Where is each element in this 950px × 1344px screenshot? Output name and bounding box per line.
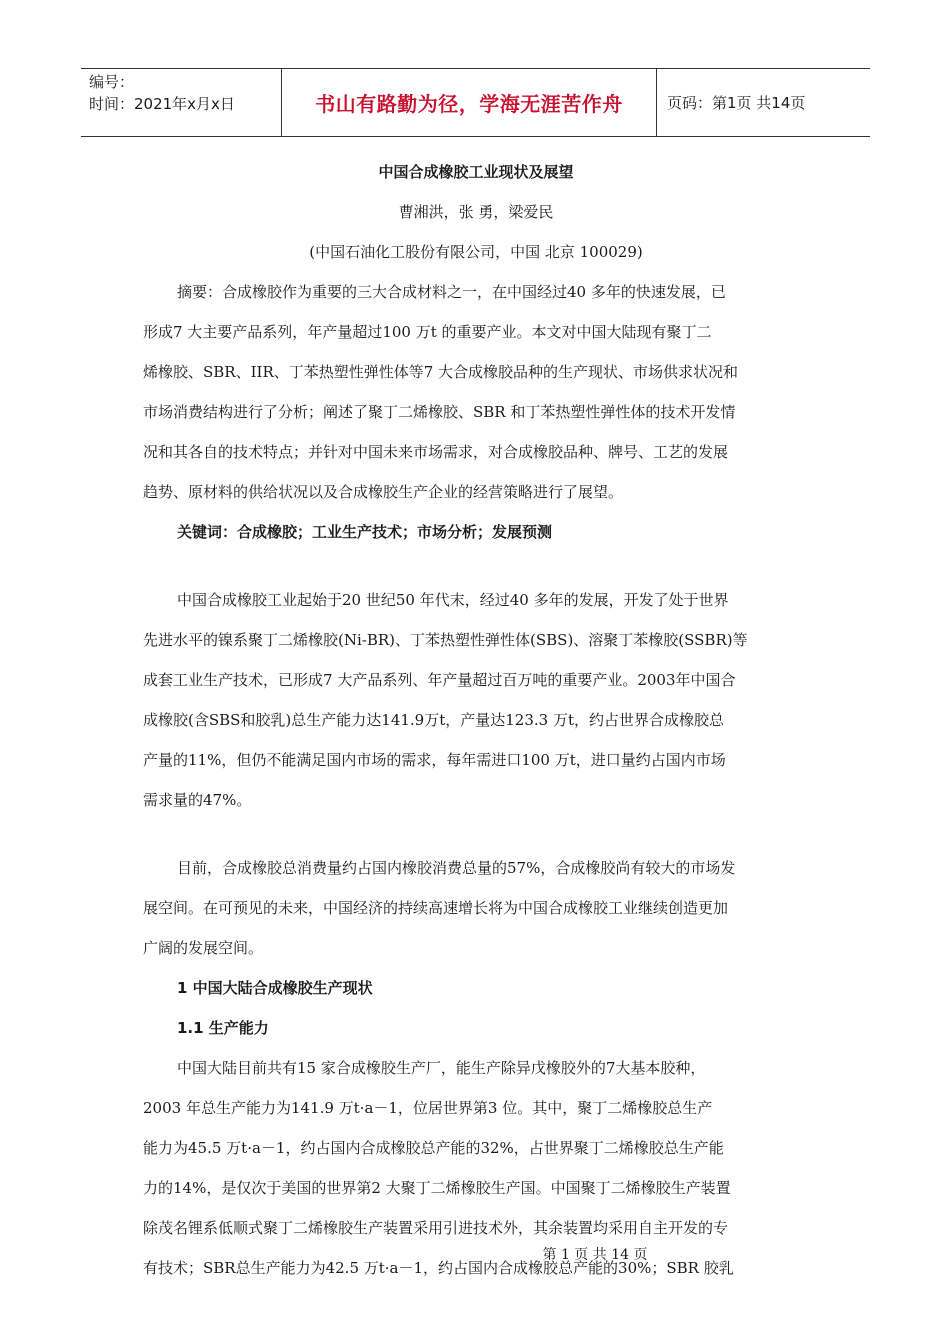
paragraph-line: 力的14%，是仅次于美国的世界第2 大聚丁二烯橡胶生产国。中国聚丁二烯橡胶生产装置: [143, 1179, 731, 1197]
abstract-line: 市场消费结构进行了分析；阐述了聚丁二烯橡胶、SBR 和丁苯热塑性弹性体的技术开发情: [143, 403, 736, 421]
paragraph-line: 2003 年总生产能力为141.9 万t·a－1，位居世界第3 位。其中，聚丁二烯橡胶总生产: [143, 1099, 713, 1117]
abstract-line: 趋势、原材料的供给状况以及合成橡胶生产企业的经营策略进行了展望。: [143, 483, 624, 501]
section-heading-1-1: 1.1 生产能力: [177, 1019, 269, 1037]
paragraph-line: 中国大陆目前共有15 家合成橡胶生产厂，能生产除异戊橡胶外的7大基本胶种，: [177, 1059, 706, 1077]
paragraph-intro: [143, 580, 809, 820]
paragraph-line: 成橡胶(含SBS和胶乳)总生产能力达141.9万t，产量达123.3 万t，约占世界合成橡胶总: [143, 711, 724, 729]
paragraph-line: 产量的11%，但仍不能满足国内市场的需求，每年需进口100 万t，进口量约占国内市场: [143, 751, 726, 769]
header-meta: [81, 69, 281, 136]
paragraph-line: 有技术；SBR总生产能力为42.5 万t·a－1，约占国内合成橡胶总产能的30%；SBR 胶乳: [143, 1259, 734, 1277]
spacer: [143, 552, 809, 580]
page-header: [81, 68, 870, 137]
page-footer: 第 1 页 共 14 页: [542, 1247, 648, 1263]
abstract-line: 摘要：合成橡胶作为重要的三大合成材料之一，在中国经过40 多年的快速发展，已: [177, 283, 726, 301]
article-title: 中国合成橡胶工业现状及展望: [378, 163, 574, 181]
paragraph-outlook: [143, 848, 809, 968]
article-authors: 曹湘洪，张 勇，梁爱民: [398, 203, 554, 221]
paragraph-line: 展空间。在可预见的未来，中国经济的持续高速增长将为中国合成橡胶工业继续创造更加: [143, 899, 729, 917]
paragraph-line: 广阔的发展空间。: [143, 939, 264, 957]
paragraph-line: 先进水平的镍系聚丁二烯橡胶(Ni-BR)、丁苯热塑性弹性体(SBS)、溶聚丁苯橡胶(SSBR)等: [143, 631, 748, 649]
abstract: [143, 272, 809, 512]
paragraph-line: 除茂名锂系低顺式聚丁二烯橡胶生产装置采用引进技术外，其余装置均采用自主开发的专: [143, 1219, 729, 1237]
time-label: 时间：2021年x月x日: [89, 95, 235, 113]
paragraph-line: 需求量的47%。: [143, 791, 252, 809]
header-page-number: 页码：第1页 共14页: [667, 94, 806, 112]
abstract-line: 烯橡胶、SBR、IIR、丁苯热塑性弹性体等7 大合成橡胶品种的生产现状、市场供求状况和: [143, 363, 739, 381]
paragraph-line: 能力为45.5 万t·a－1，约占国内合成橡胶总产能的32%，占世界聚丁二烯橡胶总生产能: [143, 1139, 724, 1157]
paragraph-line: 目前，合成橡胶总消费量约占国内橡胶消费总量的57%，合成橡胶尚有较大的市场发: [177, 859, 736, 877]
keywords: 关键词：合成橡胶；工业生产技术；市场分析；发展预测: [177, 523, 553, 541]
abstract-line: 况和其各自的技术特点；并针对中国未来市场需求，对合成橡胶品种、牌号、工艺的发展: [143, 443, 729, 461]
section-heading-1: 1 中国大陆合成橡胶生产现状: [177, 979, 373, 997]
header-slogan: 书山有路勤为径，学海无涯苦作舟: [281, 69, 657, 136]
abstract-line: 形成7 大主要产品系列，年产量超过100 万t 的重要产业。本文对中国大陆现有聚丁二: [143, 323, 712, 341]
number-label: 编号：: [89, 73, 135, 91]
article-affiliation: (中国石油化工股份有限公司，中国 北京 100029): [309, 243, 643, 261]
paragraph-line: 中国合成橡胶工业起始于20 世纪50 年代末，经过40 多年的发展，开发了处于世界: [177, 591, 729, 609]
article-body: [143, 152, 809, 1288]
paragraph-line: 成套工业生产技术，已形成7 大产品系列、年产量超过百万吨的重要产业。2003年中国合: [143, 671, 736, 689]
spacer: [143, 820, 809, 848]
